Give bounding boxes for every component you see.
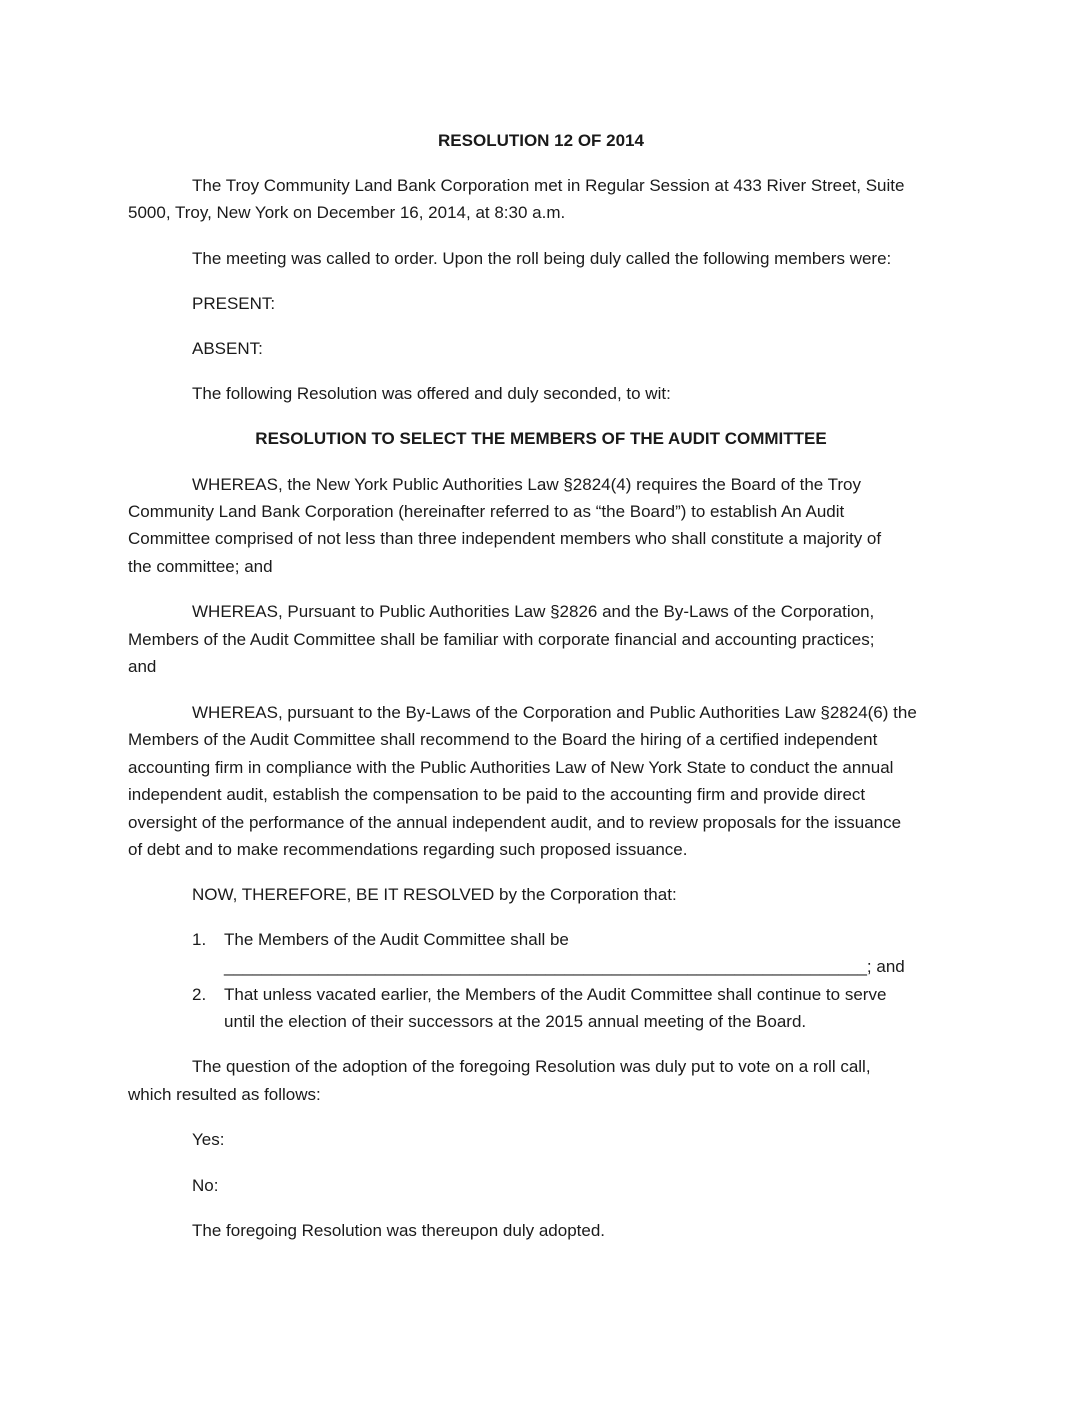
whereas-3-line-3: accounting firm in compliance with the Public Authorities Law of New York State to conduct the annual [128,758,894,777]
adopted-text: The foregoing Resolution was thereupon duly adopted. [192,1221,606,1240]
present-label: PRESENT: [192,294,276,313]
whereas-2-line-1: WHEREAS, Pursuant to Public Authorities Law §2826 and the By-Laws of the Corporation, [192,602,875,621]
resolution-subtitle: RESOLUTION TO SELECT THE MEMBERS OF THE AUDIT COMMITTEE [255,429,827,448]
resolved-text: NOW, THEREFORE, BE IT RESOLVED by the Corporation that: [192,885,677,904]
whereas-1-line-4: the committee; and [128,557,273,576]
vote-line-1: The question of the adoption of the foregoing Resolution was duly put to vote on a roll call, [192,1057,871,1076]
member-blank-line: ____________________________________________________________________; and [224,957,905,976]
absent-label: ABSENT: [192,339,263,358]
whereas-3-line-6: of debt and to make recommendations regarding such proposed issuance. [128,840,688,859]
vote-line-2: which resulted as follows: [128,1085,321,1104]
offered-text: The following Resolution was offered and duly seconded, to wit: [192,384,671,403]
item-2-number: 2. [192,985,207,1004]
whereas-1-line-2: Community Land Bank Corporation (hereinafter referred to as “the Board”) to establish An Audit [128,502,845,521]
intro-line-1: The Troy Community Land Bank Corporation met in Regular Session at 433 River Street, Suite [192,176,905,195]
whereas-3-line-4: independent audit, establish the compensation to be paid to the accounting firm and provide direct [128,785,866,804]
whereas-1-line-3: Committee comprised of not less than three independent members who shall constitute a majority of [128,529,882,548]
whereas-3-line-1: WHEREAS, pursuant to the By-Laws of the Corporation and Public Authorities Law §2824(6) the [192,703,917,722]
item-2-line-1: That unless vacated earlier, the Members of the Audit Committee shall continue to serve [224,985,887,1004]
no-label: No: [192,1176,219,1195]
document-title: RESOLUTION 12 OF 2014 [438,131,644,150]
whereas-2-line-3: and [128,657,157,676]
whereas-3-line-5: oversight of the performance of the annual independent audit, and to review proposals for the issuance [128,813,902,832]
yes-label: Yes: [192,1130,225,1149]
whereas-1-line-1: WHEREAS, the New York Public Authorities Law §2824(4) requires the Board of the Troy [192,475,862,494]
intro-line-2: 5000, Troy, New York on December 16, 2014, at 8:30 a.m. [128,203,566,222]
whereas-2-line-2: Members of the Audit Committee shall be familiar with corporate financial and accounting practices; [128,630,875,649]
whereas-3-line-2: Members of the Audit Committee shall recommend to the Board the hiring of a certified independent [128,730,878,749]
roll-call-text: The meeting was called to order. Upon the roll being duly called the following members were: [192,249,892,268]
item-2-line-2: until the election of their successors at the 2015 annual meeting of the Board. [224,1012,807,1031]
item-1-number: 1. [192,930,207,949]
item-1-line-1: The Members of the Audit Committee shall be [224,930,569,949]
